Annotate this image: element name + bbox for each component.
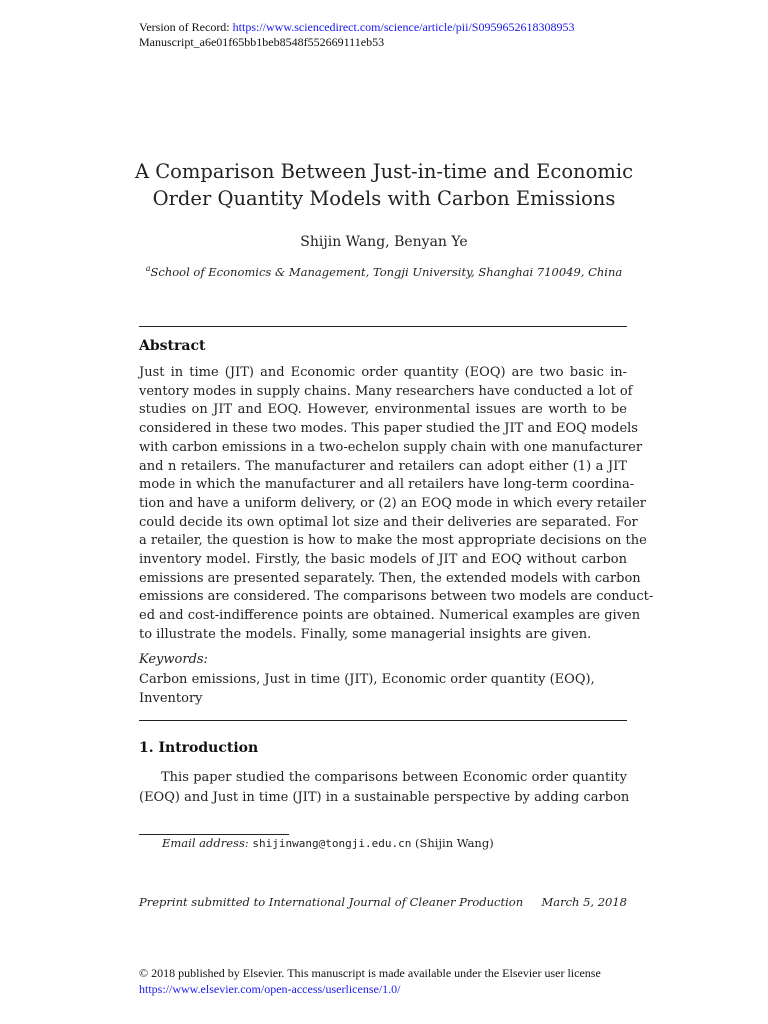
abstract-line: with carbon emissions in a two-echelon supply chain with one manufacturer [139, 439, 643, 455]
abstract-heading: Abstract [139, 338, 206, 354]
preprint-note: Preprint submitted to International Journal of Cleaner Production [139, 895, 524, 909]
abstract-line: tion and have a uniform delivery, or (2) an EOQ mode in which every retailer [139, 495, 646, 511]
footnote-rule [139, 834, 289, 835]
abstract-line: studies on JIT and EOQ. However, environmental issues are worth to be [139, 402, 627, 418]
abstract-line: emissions are considered. The comparisons between two models are conduct- [139, 589, 654, 605]
abstract-line: Just in time (JIT) and Economic order quantity (EOQ) are two basic in- [139, 365, 627, 380]
footnote-author-name: (Shijin Wang) [415, 836, 494, 850]
version-of-record [139, 20, 574, 35]
footnote-email: shijinwang@tongji.edu.cn [252, 837, 412, 850]
manuscript-id: Manuscript_a6e01f65bb1beb8548f552669111eb53 [139, 35, 385, 49]
abstract-line: mode in which the manufacturer and all retailers have long-term coordina- [139, 477, 635, 493]
paper-title-line-1: A Comparison Between Just-in-time and Economic [134, 160, 634, 183]
affiliation-text: School of Economics & Management, Tongji University, Shanghai 710049, China [150, 264, 623, 279]
keywords-label: Keywords: [139, 652, 208, 667]
introduction-line: (EOQ) and Just in time (JIT) in a sustainable perspective by adding carbon [139, 790, 630, 805]
license-url-line [139, 982, 400, 997]
affiliation-marker: a [145, 264, 151, 273]
abstract-line: a retailer, the question is how to make the most appropriate decisions on the [139, 533, 647, 549]
abstract-line: and n retailers. The manufacturer and retailers can adopt either (1) a JIT [139, 458, 627, 474]
abstract-line: ed and cost-indifference points are obtained. Numerical examples are given [139, 608, 641, 624]
abstract-bottom-rule [139, 720, 627, 721]
preprint-date: March 5, 2018 [541, 895, 627, 909]
abstract-top-rule [139, 326, 627, 327]
footnote [162, 836, 494, 850]
introduction-line: This paper studied the comparisons between Economic order quantity [161, 770, 627, 785]
abstract-line: could decide its own optimal lot size and their deliveries are separated. For [139, 514, 638, 530]
abstract-line: considered in these two modes. This paper studied the JIT and EOQ models [139, 421, 638, 437]
abstract-line: to illustrate the models. Finally, some managerial insights are given. [139, 626, 592, 642]
paper-title-line-2: Order Quantity Models with Carbon Emissions [152, 187, 616, 210]
introduction-heading: 1. Introduction [139, 740, 259, 756]
version-label: Version of Record: [139, 20, 233, 34]
authors: Shijin Wang, Benyan Ye [300, 234, 468, 250]
introduction-body [139, 768, 630, 808]
footnote-email-label: Email address: [162, 836, 249, 850]
affiliation [0, 264, 768, 279]
license-statement: © 2018 published by Elsevier. This manuscript is made available under the Elsevier user license [139, 966, 601, 980]
keywords-text: Carbon emissions, Just in time (JIT), Economic order quantity (EOQ), Inventory [139, 672, 595, 706]
abstract-body [139, 364, 654, 645]
abstract-line: emissions are presented separately. Then, the extended models with carbon [139, 570, 641, 586]
license-url-link[interactable]: https://www.elsevier.com/open-access/userlicense/1.0/ [139, 982, 401, 996]
abstract-line: inventory model. Firstly, the basic models of JIT and EOQ without carbon [139, 552, 627, 568]
version-url-link[interactable]: https://www.sciencedirect.com/science/article/pii/S0959652618308953 [232, 20, 575, 34]
abstract-line: ventory modes in supply chains. Many researchers have conducted a lot of [139, 383, 633, 399]
